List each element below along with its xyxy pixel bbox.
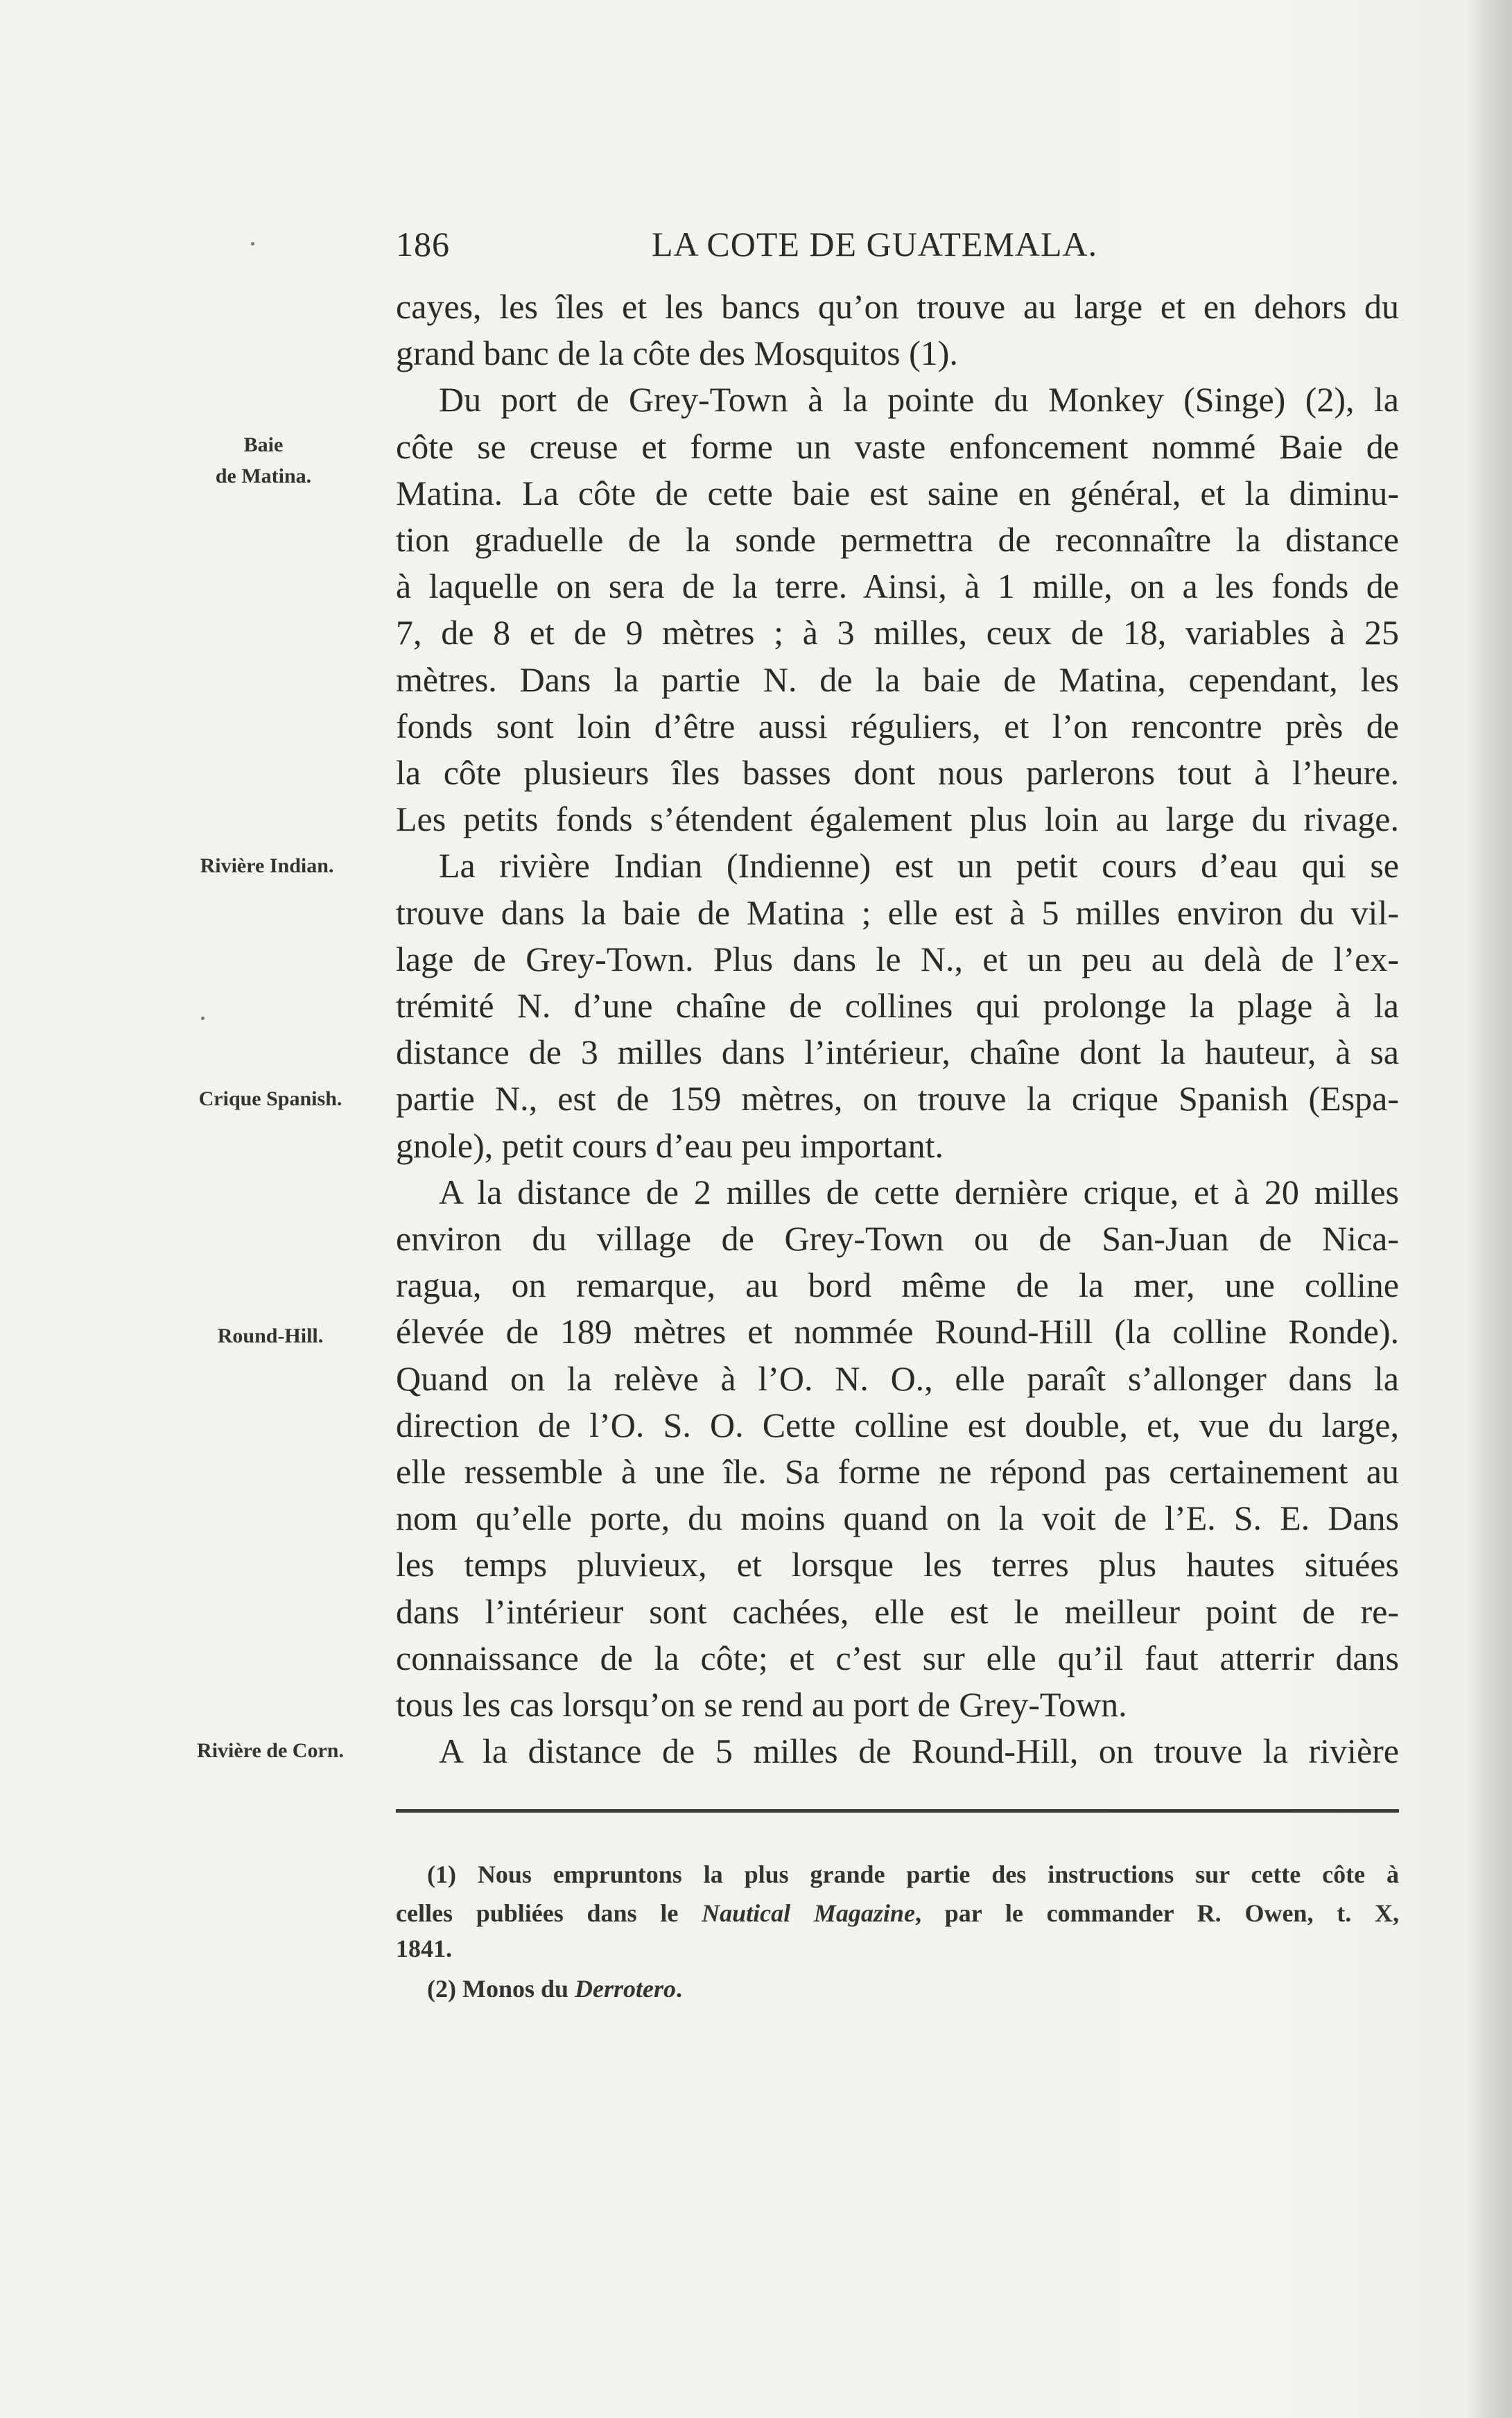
body-line: connaissance de la côte; et c’est sur elle qu’il faut atterrir dans	[396, 1638, 1399, 1677]
footnote-text: celles publiées dans le	[396, 1899, 702, 1927]
body-line: A la distance de 2 milles de cette dernière crique, et à 20 milles	[439, 1172, 1399, 1211]
body-line: elle ressemble à une île. Sa forme ne répond pas certainement au	[396, 1452, 1399, 1491]
body-line: lage de Grey-Town. Plus dans le N., et un peu au delà de l’ex-	[396, 939, 1399, 978]
body-line: partie N., est de 159 mètres, on trouve la crique Spanish (Espa-	[396, 1079, 1399, 1119]
footnote-1-line-3: 1841.	[396, 1935, 452, 1962]
body-line: Du port de Grey-Town à la pointe du Monkey (Singe) (2), la	[439, 380, 1399, 420]
body-line: A la distance de 5 milles de Round-Hill, on trouve la rivière	[439, 1732, 1399, 1771]
body-line: direction de l’O. S. O. Cette colline est double, et, vue du large,	[396, 1405, 1399, 1444]
footnote-1-line-1: (1) Nous empruntons la plus grande partie des instructions sur cette côte à	[427, 1860, 1399, 1888]
body-line: les temps pluvieux, et lorsque les terres plus hautes situées	[396, 1545, 1399, 1584]
footnote-text: (2) Monos du	[427, 1975, 575, 2003]
body-line: fonds sont loin d’être aussi réguliers, et l’on rencontre près de	[396, 706, 1399, 745]
footnote-text: , par le commander R. Owen, t. X,	[914, 1899, 1399, 1927]
body-line: 7, de 8 et de 9 mètres ; à 3 milles, ceux de 18, variables à 25	[396, 613, 1399, 653]
margin-note-baie-line1: Baie	[243, 433, 284, 456]
body-line: trouve dans la baie de Matina ; elle est à 5 milles environ du vil-	[396, 892, 1399, 932]
page-number: 186	[396, 225, 450, 264]
body-line: environ du village de Grey-Town ou de San-Juan de Nica-	[396, 1219, 1399, 1258]
footnote-journal-title: Nautical Magazine	[702, 1899, 915, 1927]
scan-speck	[201, 1017, 205, 1020]
body-line: Les petits fonds s’étendent également plus loin au large du rivage.	[396, 800, 1399, 839]
body-line: grand banc de la côte des Mosquitos (1).	[396, 334, 958, 373]
footnote-rule	[396, 1809, 1399, 1813]
body-line: ragua, on remarque, au bord même de la mer, une colline	[396, 1266, 1399, 1305]
margin-note-riviere-de-corn: Rivière de Corn.	[197, 1739, 344, 1762]
body-line: nom qu’elle porte, du moins quand on la voit de l’E. S. E. Dans	[396, 1499, 1399, 1538]
body-line: tion graduelle de la sonde permettra de reconnaître la distance	[396, 520, 1399, 559]
footnote-source-title: Derrotero	[575, 1975, 677, 2003]
body-line: cayes, les îles et les bancs qu’on trouve au large et en dehors du	[396, 287, 1399, 326]
margin-note-riviere-indian: Rivière Indian.	[200, 854, 334, 877]
margin-note-baie-line2: de Matina.	[215, 465, 312, 487]
margin-note-crique-spanish: Crique Spanish.	[198, 1087, 342, 1110]
body-line: dans l’intérieur sont cachées, elle est le meilleur point de re-	[396, 1591, 1399, 1631]
body-line: gnole), petit cours d’eau peu important.	[396, 1125, 944, 1165]
body-line: Matina. La côte de cette baie est saine en général, et la diminu-	[396, 473, 1399, 512]
body-line: Quand on la relève à l’O. N. O., elle paraît s’allonger dans la	[396, 1358, 1399, 1398]
body-line: côte se creuse et forme un vaste enfoncement nommé Baie de	[396, 426, 1399, 466]
body-line: à laquelle on sera de la terre. Ainsi, à 1 mille, on a les fonds de	[396, 567, 1399, 606]
running-title: LA COTE DE GUATEMALA.	[652, 225, 1098, 264]
body-line: élevée de 189 mètres et nommée Round-Hill (la colline Ronde).	[396, 1312, 1399, 1352]
footnote-text: .	[676, 1975, 683, 2003]
body-line: trémité N. d’une chaîne de collines qui prolonge la plage à la	[396, 986, 1399, 1025]
scan-speck	[251, 242, 254, 245]
body-line: La rivière Indian (Indienne) est un petit cours d’eau qui se	[439, 846, 1399, 886]
body-line: la côte plusieurs îles basses dont nous parlerons tout à l’heure.	[396, 753, 1399, 792]
body-line: tous les cas lorsqu’on se rend au port de Grey-Town.	[396, 1685, 1127, 1724]
body-line: mètres. Dans la partie N. de la baie de Matina, cependant, les	[396, 659, 1399, 699]
footnote-2	[396, 1971, 1399, 2006]
body-line: distance de 3 milles dans l’intérieur, chaîne dont la hauteur, à sa	[396, 1033, 1399, 1072]
footnote-1-line-2	[396, 1896, 1399, 1931]
margin-note-round-hill: Round-Hill.	[217, 1324, 324, 1347]
